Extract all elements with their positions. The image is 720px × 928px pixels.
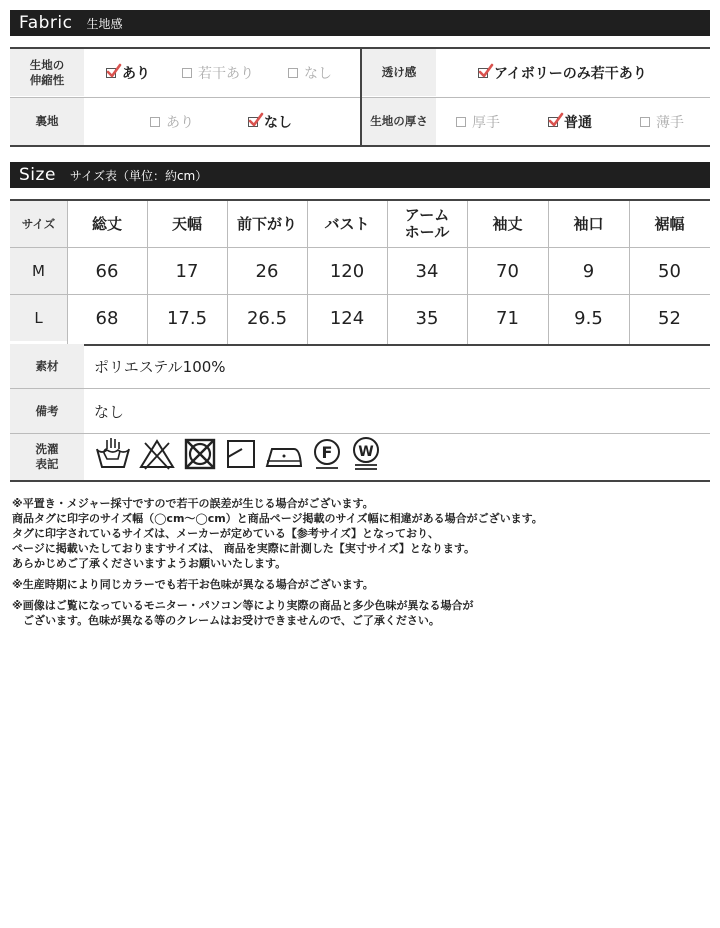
size-value-cell: 9.5 [574,307,603,329]
option-label: なし [304,65,332,82]
remarks-row [10,389,710,433]
option-label: 厚手 [472,114,500,131]
material-table [10,344,710,482]
note-line: ※平置き・メジャー採寸ですので若干の誤差が生じる場合がございます。 [12,497,374,510]
size-name-cell: L [10,295,67,341]
wet-clean-letter: W [358,444,374,460]
notes [12,496,712,628]
size-value-cell: 9 [582,260,595,282]
column-divider [227,201,228,344]
no-tumble-dry-icon [182,437,218,475]
stretch-label: 生地の 伸縮性 [10,49,84,96]
size-title-jp: サイズ表（単位：約cm） [69,168,208,183]
lining-label: 裏地 [10,98,84,145]
dry-clean-f-icon [311,437,343,475]
fabric-title-jp: 生地感 [86,16,123,31]
care-label: 洗濯 表記 [10,434,84,480]
column-divider [629,201,630,344]
check-mark-icon [248,112,264,128]
size-header-cell: 裾幅 [654,214,685,233]
option-label: 普通 [564,114,592,131]
size-header-cell: 袖丈 [492,214,523,233]
no-bleach-icon [139,437,175,475]
size-value-cell: 17.5 [166,307,208,329]
checkbox-icon [248,117,258,127]
size-value-cell: 68 [95,307,119,329]
checkbox-icon [182,68,192,78]
remarks-label: 備考 [10,389,84,433]
option-label: 薄手 [656,114,684,131]
lining-option-no [248,98,292,145]
note-line: ございます。色味が異なる等のクレームはお受けできませんので、ご了承ください。 [12,614,440,627]
size-value-cell: 52 [658,307,681,329]
remarks-value: なし [94,402,125,421]
lining-option-yes [150,98,194,145]
care-row [10,434,710,480]
size-header-label: サイズ [10,201,67,247]
fabric-table [10,47,710,147]
note-line: 商品タグに印字のサイズ幅（◯cm〜◯cm）と商品ページ掲載のサイズ幅に相違がある場合がございます。 [12,512,543,525]
column-divider [548,201,549,344]
iron-low-icon [264,437,304,475]
stretch-option-yes [106,49,150,96]
checkbox-icon [478,68,488,78]
size-value-cell: 35 [415,307,439,329]
size-value-cell: 120 [329,260,365,282]
size-name-cell: M [10,248,67,294]
care-icons [94,435,389,477]
option-label: あり [122,65,150,82]
size-value-cell: 70 [496,260,519,282]
material-row [10,344,710,388]
size-value-cell: 26 [255,260,279,282]
thickness-option-thin [640,98,684,145]
size-header-cell: 袖口 [573,214,604,233]
check-mark-icon [478,63,494,79]
wet-clean-w-icon [350,436,382,476]
size-header-cell: 総丈 [91,214,122,233]
fabric-title-en: Fabric [19,13,73,33]
checkbox-icon [456,117,466,127]
line-dry-icon [225,437,257,475]
column-divider [387,201,388,344]
size-value-cell: 50 [658,260,681,282]
size-header-cell: 天幅 [171,214,202,233]
size-value-cell: 124 [329,307,365,329]
thickness-label: 生地の厚さ [362,98,436,145]
note-line: ※生産時期により同じカラーでも若干お色味が異なる場合がございます。 [12,578,374,591]
size-section-header [10,162,710,188]
option-label: 若干あり [198,65,254,82]
checkbox-icon [288,68,298,78]
size-table [10,199,710,346]
checkbox-icon [548,117,558,127]
fabric-divider [360,49,362,145]
checkbox-icon [150,117,160,127]
column-divider [67,201,68,344]
check-mark-icon [548,112,564,128]
size-value-cell: 26.5 [246,307,288,329]
hand-wash-icon [94,437,132,475]
column-divider [147,201,148,344]
size-value-cell: 71 [496,307,519,329]
note-line: ※画像はご覧になっているモニター・パソコン等により実際の商品と多少色味が異なる場合が [12,599,474,612]
column-divider [307,201,308,344]
note-line: あらかじめご了承くださいますようお願いいたします。 [12,557,287,570]
stretch-option-no [288,49,332,96]
size-value-cell: 66 [95,260,119,282]
fabric-section-header [10,10,710,36]
size-value-cell: 34 [415,260,439,282]
checkbox-icon [106,68,116,78]
thickness-option-normal [548,98,592,145]
option-label: なし [264,114,292,131]
option-label: アイボリーのみ若干あり [494,65,647,82]
checkbox-icon [640,117,650,127]
sheer-label: 透け感 [362,49,436,96]
size-value-cell: 17 [175,260,199,282]
option-label: あり [166,114,194,131]
dry-clean-letter: F [321,443,333,462]
sheer-option [478,49,647,96]
check-mark-icon [106,63,122,79]
size-title-en: Size [19,165,56,185]
size-header-cell: アーム ホール [404,206,450,241]
column-divider [467,201,468,344]
material-label: 素材 [10,344,84,388]
note-line: タグに印字されているサイズは、メーカーが定めている【参考サイズ】となっており、 [12,527,440,540]
material-value: ポリエステル100% [94,357,226,376]
thickness-option-thick [456,98,500,145]
size-header-cell: バスト [324,214,370,233]
note-line: ページに掲載いたしておりますサイズは、 商品を実際に計測した【実寸サイズ】となります。 [12,542,475,555]
stretch-option-slight [182,49,254,96]
size-header-cell: 前下がり [236,214,297,233]
